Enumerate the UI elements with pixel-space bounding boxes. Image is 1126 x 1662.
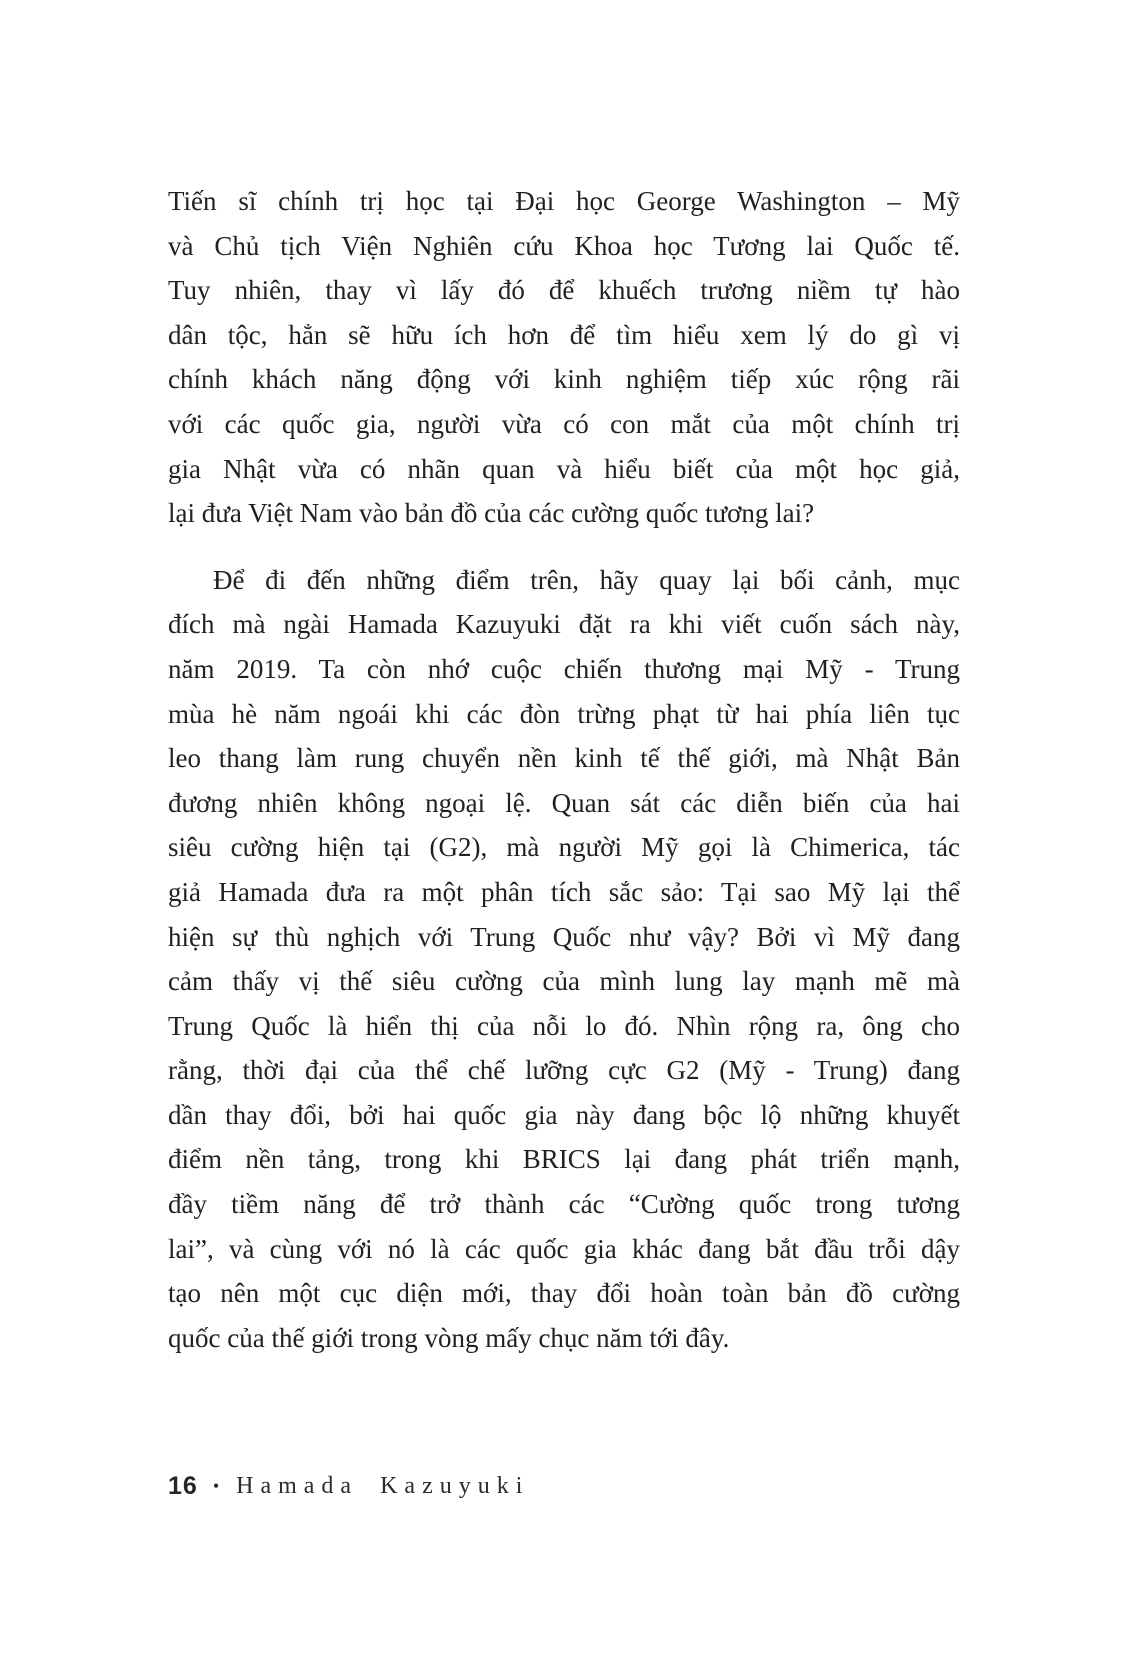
text-line: leo thang làm rung chuyển nền kinh tế thế giới, mà Nhật Bản xyxy=(168,743,960,774)
text-line: siêu cường hiện tại (G2), mà người Mỹ gọi là Chimerica, tác xyxy=(168,832,960,863)
text-line: mùa hè năm ngoái khi các đòn trừng phạt từ hai phía liên tục xyxy=(168,698,960,729)
page-footer xyxy=(168,1470,529,1502)
text-line: giả Hamada đưa ra một phân tích sắc sảo: Tại sao Mỹ lại thể xyxy=(168,876,960,907)
text-line: và Chủ tịch Viện Nghiên cứu Khoa học Tương lai Quốc tế. xyxy=(168,230,960,261)
text-line: lại đưa Việt Nam vào bản đồ của các cường quốc tương lai? xyxy=(168,498,815,529)
text-line: gia Nhật vừa có nhãn quan và hiểu biết của một học giả, xyxy=(168,453,960,484)
text-line: điểm nền tảng, trong khi BRICS lại đang phát triển mạnh, xyxy=(168,1144,960,1175)
text-line: dần thay đổi, bởi hai quốc gia này đang bộc lộ những khuyết xyxy=(168,1099,960,1130)
text-line: Tuy nhiên, thay vì lấy đó để khuếch trương niềm tự hào xyxy=(168,275,960,306)
text-line: Để đi đến những điểm trên, hãy quay lại bối cảnh, mục xyxy=(213,564,960,595)
text-line: rằng, thời đại của thể chế lưỡng cực G2 (Mỹ - Trung) đang xyxy=(168,1055,960,1086)
paragraph-1 xyxy=(168,179,960,536)
page-number: 16 xyxy=(168,1472,198,1500)
text-line: đích mà ngài Hamada Kazuyuki đặt ra khi viết cuốn sách này, xyxy=(168,609,960,640)
body-text xyxy=(168,179,960,1360)
text-line: với các quốc gia, người vừa có con mắt của một chính trị xyxy=(168,408,960,439)
bullet-separator: • xyxy=(212,1476,220,1496)
text-line: dân tộc, hẳn sẽ hữu ích hơn để tìm hiểu xem lý do gì vị xyxy=(168,319,960,350)
text-line: hiện sự thù nghịch với Trung Quốc như vậy? Bởi vì Mỹ đang xyxy=(168,921,960,952)
text-line: năm 2019. Ta còn nhớ cuộc chiến thương mại Mỹ - Trung xyxy=(168,653,960,684)
text-line: quốc của thế giới trong vòng mấy chục năm tới đây. xyxy=(168,1322,730,1353)
text-line: Trung Quốc là hiển thị của nỗi lo đó. Nhìn rộng ra, ông cho xyxy=(168,1010,960,1041)
running-title: Hamada Kazuyuki xyxy=(236,1473,530,1499)
paragraph-2 xyxy=(168,558,960,1361)
text-line: Tiến sĩ chính trị học tại Đại học George Washington – Mỹ xyxy=(168,186,960,216)
text-line: tạo nên một cục diện mới, thay đổi hoàn toàn bản đồ cường xyxy=(168,1278,960,1309)
text-line: đương nhiên không ngoại lệ. Quan sát các diễn biến của hai xyxy=(168,787,960,818)
text-line: cảm thấy vị thế siêu cường của mình lung lay mạnh mẽ mà xyxy=(168,966,960,997)
text-line: đầy tiềm năng để trở thành các “Cường quốc trong tương xyxy=(168,1189,960,1220)
text-line: lai”, và cùng với nó là các quốc gia khác đang bắt đầu trỗi dậy xyxy=(168,1233,960,1264)
text-line: chính khách năng động với kinh nghiệm tiếp xúc rộng rãi xyxy=(168,364,960,395)
